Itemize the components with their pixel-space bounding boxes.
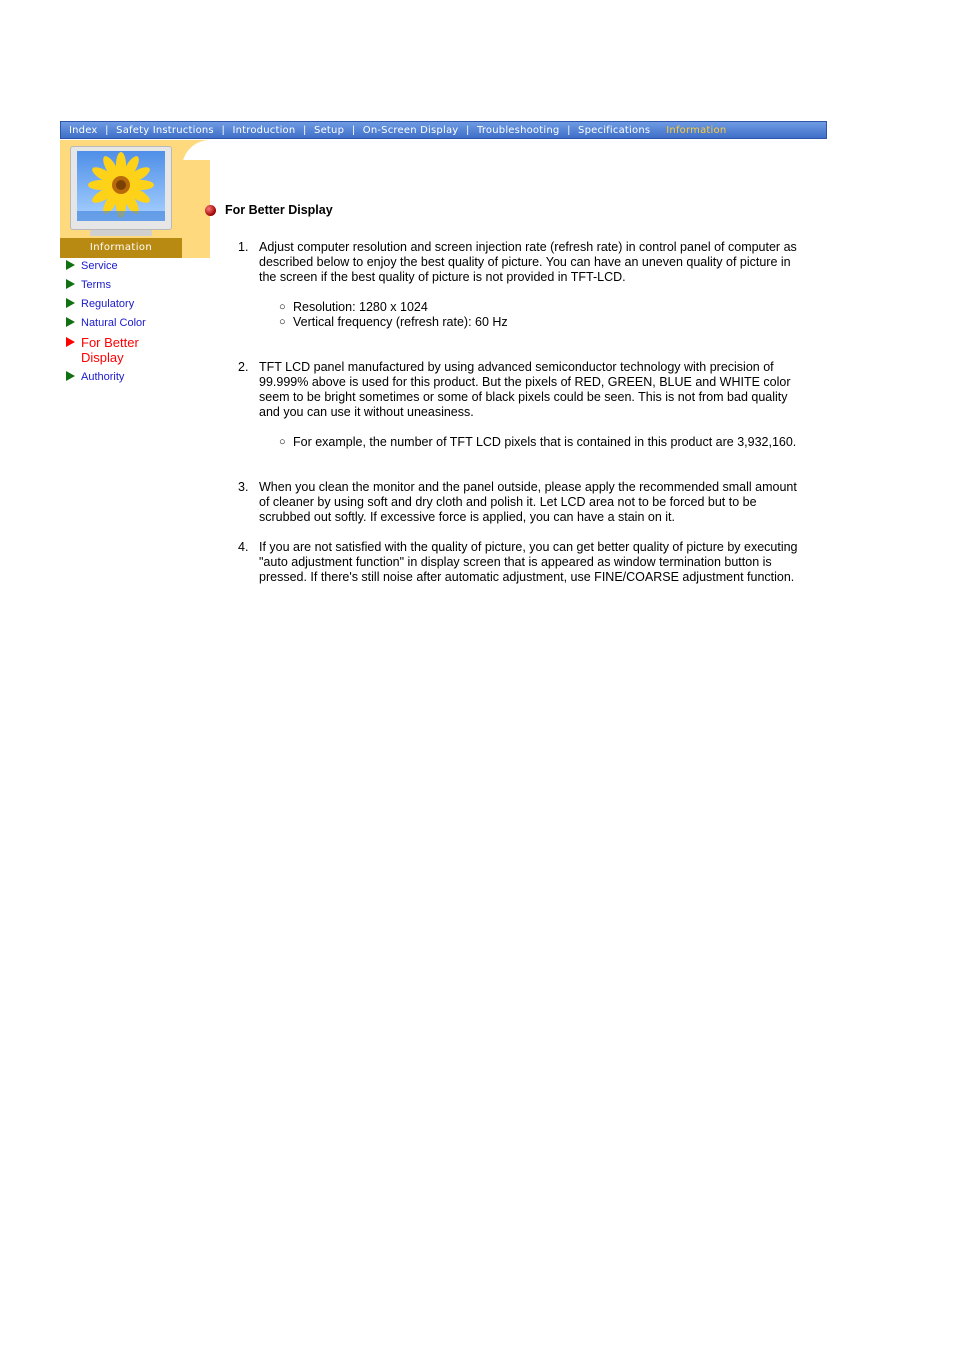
sidebar-item-authority[interactable] [66, 370, 186, 384]
arrow-right-icon [66, 317, 75, 327]
list-item-text: Adjust computer resolution and screen injection rate (refresh rate) in control panel of computer as described below to enjoy the best quality of picture. You can have an uneven quality of picture in the screen if the best quality of picture is not provided in TFT-LCD. [259, 240, 797, 284]
top-nav-bar [60, 121, 827, 139]
list-number: 3. [238, 480, 249, 494]
list-item-text: When you clean the monitor and the panel outside, please apply the recommended small amount of cleaner by using soft and dry cloth and polish it. Let LCD area not to be forced but to be scrubbed out softly. If excessive force is applied, you can have a stain on it. [259, 480, 797, 524]
sub-list-item [259, 435, 806, 450]
red-ball-bullet-icon [205, 205, 216, 216]
list-item-text: If you are not satisfied with the quality of picture, you can get better quality of picture by executing "auto adjustment function" in display screen that is appeared as window termination button is pressed. If there's still noise after automatic adjustment, use FINE/COARSE adjustment function. [259, 540, 798, 584]
nav-on-screen-display[interactable]: On-Screen Display [362, 124, 459, 136]
sidebar-nav [66, 259, 186, 389]
arrow-right-icon [66, 371, 75, 381]
circle-bullet-icon: ○ [279, 316, 286, 328]
list-number: 2. [238, 360, 249, 374]
sidebar-item-for-better-display[interactable] [66, 335, 186, 365]
list-item [236, 480, 806, 525]
nav-separator: | [221, 124, 225, 136]
arrow-right-icon [66, 298, 75, 308]
arrow-right-icon [66, 337, 75, 347]
section-label: Information [60, 238, 182, 258]
circle-bullet-icon: ○ [279, 301, 286, 313]
nav-separator: | [466, 124, 469, 136]
sidebar-item-label: Terms [81, 279, 111, 291]
nav-introduction[interactable]: Introduction [232, 124, 296, 136]
nav-separator: | [352, 124, 355, 136]
nav-separator: | [567, 124, 571, 136]
monitor-illustration [70, 146, 172, 230]
page-heading [205, 203, 333, 217]
nav-separator: | [105, 124, 109, 136]
list-item [236, 540, 806, 585]
sub-item-text: For example, the number of TFT LCD pixels that is contained in this product are 3,932,160. [293, 435, 797, 449]
list-number: 4. [238, 540, 249, 554]
monitor-stand [90, 230, 152, 236]
content-list [236, 240, 806, 585]
sidebar-item-terms[interactable] [66, 278, 186, 292]
sub-item-text: Resolution: 1280 x 1024 [293, 300, 428, 314]
nav-safety-instructions[interactable]: Safety Instructions [116, 124, 214, 136]
monitor-screen [77, 151, 165, 221]
nav-troubleshooting[interactable]: Troubleshooting [477, 124, 560, 136]
sidebar-item-service[interactable] [66, 259, 186, 273]
sidebar-item-label: Regulatory [81, 298, 135, 310]
sub-list-item [259, 315, 806, 330]
sidebar-item-label: Natural Color [81, 317, 146, 329]
sidebar-item-label: Authority [81, 371, 125, 383]
sub-list-item [259, 300, 806, 315]
section-hero-image [60, 140, 210, 258]
sidebar-item-regulatory[interactable] [66, 297, 186, 311]
sidebar-item-label: For Better Display [81, 335, 139, 365]
circle-bullet-icon: ○ [279, 436, 286, 448]
nav-index[interactable]: Index [69, 124, 98, 136]
sub-item-text: Vertical frequency (refresh rate): 60 Hz [293, 315, 508, 329]
list-item [236, 360, 806, 450]
sunflower-icon [77, 151, 165, 221]
list-item-text: TFT LCD panel manufactured by using advanced semiconductor technology with precision of 99.999% above is used for this product. But the pixels of RED, GREEN, BLUE and WHITE color seem to be bright sometimes or some of black pixels could be seen. This is not from bad quality and you can use it without uneasiness. [259, 360, 791, 419]
sidebar-item-label: Service [81, 260, 118, 272]
nav-separator: | [303, 124, 307, 136]
arrow-right-icon [66, 260, 75, 270]
nav-setup[interactable]: Setup [314, 124, 345, 136]
list-item [236, 240, 806, 330]
arrow-right-icon [66, 279, 75, 289]
sidebar-item-natural-color[interactable] [66, 316, 186, 330]
page-title: For Better Display [225, 203, 333, 217]
list-number: 1. [238, 240, 249, 254]
nav-specifications[interactable]: Specifications [578, 124, 651, 136]
nav-information[interactable]: Information [666, 124, 727, 136]
